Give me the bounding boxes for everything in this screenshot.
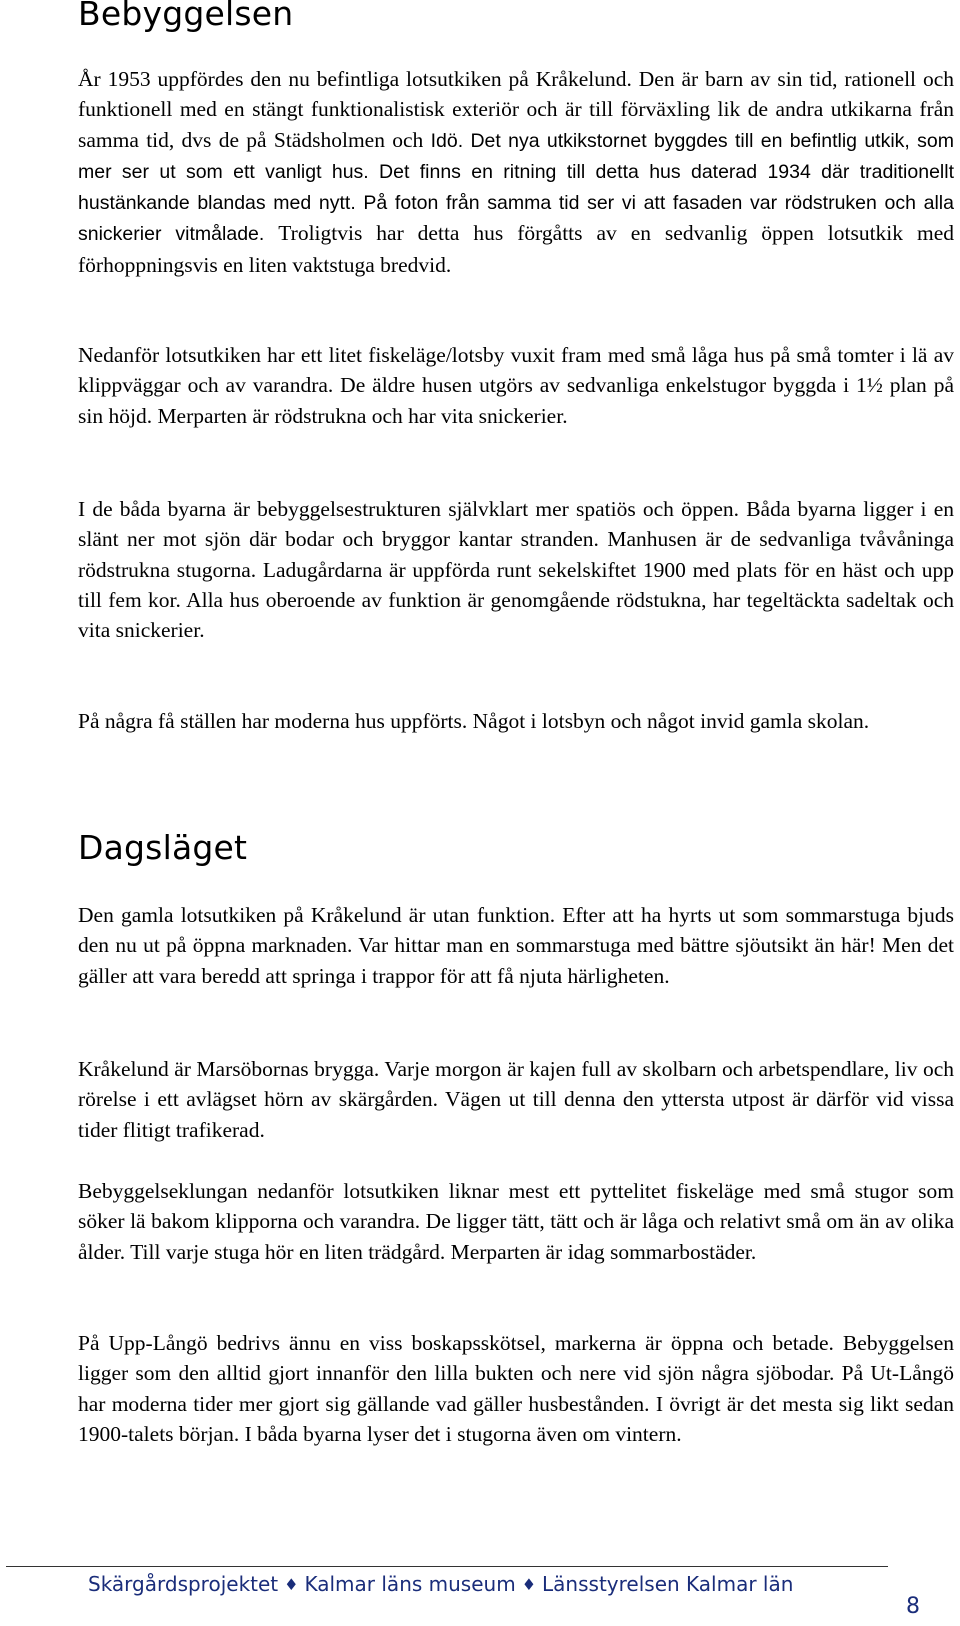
page-footer — [88, 1572, 793, 1596]
footer-item-county: Länsstyrelsen Kalmar län — [542, 1572, 794, 1596]
paragraph-text: År 1953 uppfördes den nu befintliga lotsutkiken på Kråkelund. Den är barn av sin tid, rationell och funktionell med en stängt funktionalistisk exteriör och är till förväxling lik de andra utkikarna från samma tid, dvs de på Städsholmen och — [78, 67, 954, 152]
paragraph: Nedanför lotsutkiken har ett litet fiskeläge/lotsby vuxit fram med små låga hus på små tomter i lä av klippväggar och av varandra. De äldre husen utgörs av sedvanliga enkelstugor byggda i 1½ plan på sin höjd. Merparten är rödstrukna och har vita snickerier. — [78, 343, 954, 428]
diamond-icon: ♦ — [284, 1575, 299, 1594]
paragraph: På Upp-Långö bedrivs ännu en viss boskapsskötsel, markerna är öppna och betade. Bebyggelsen ligger som den alltid gjort innanför den lilla bukten och nere vid sjön några sjöbodar. På Ut-Långö har moderna tider mer gjort sig gällande vad gäller husbestånden. I övrigt är det mesta sig likt sedan 1900-talets början. I båda byarna lyser det i stugorna även om vintern. — [78, 1331, 954, 1446]
footer-divider — [6, 1566, 888, 1567]
page-number: 8 — [906, 1594, 920, 1619]
paragraph-text: Troligtvis har detta hus förgåtts av en sedvanlig öppen lotsutkik med förhoppningsvis en liten vaktstuga bredvid. — [78, 221, 954, 277]
paragraph-text-sans: Idö. Det nya utkikstornet byggdes till en befintlig utkik, som mer ser ut som ett vanligt hus. Det finns en ritning till detta hus daterad 1934 där traditionellt hustänkande blandas med nytt. På foton från samma tid ser vi att fasaden var rödstruken och alla snickerier vitmålade. — [78, 129, 955, 246]
footer-item-project: Skärgårdsprojektet — [88, 1572, 279, 1596]
paragraph: På några få ställen har moderna hus uppförts. Något i lotsbyn och något invid gamla skolan. — [78, 709, 870, 733]
diamond-icon: ♦ — [521, 1575, 537, 1594]
paragraph: Kråkelund är Marsöbornas brygga. Varje morgon är kajen full av skolbarn och arbetspendlare, liv och rörelse i ett avlägset hörn av skärgården. Vägen ut till denna den yttersta utpost är därför vid vissa tider flitigt trafikerad. — [78, 1057, 954, 1142]
section-heading-dagslaget: Dagsläget — [78, 828, 248, 867]
paragraph — [78, 64, 954, 280]
section-heading-bebyggelsen: Bebyggelsen — [78, 0, 294, 33]
paragraph: I de båda byarna är bebyggelsestrukturen självklart mer spatiös och öppen. Båda byarna ligger i en slänt ner mot sjön där bodar och bryggor kantar stranden. Manhusen är de sedvanliga tvåvåninga rödstrukna stugorna. Ladugårdarna är uppförda runt sekelskiftet 1900 med plats för en häst och upp till fem kor. Alla hus oberoende av funktion är genomgående rödstukna, har tegeltäckta sadeltak och vita snickerier. — [78, 497, 954, 643]
paragraph: Bebyggelseklungan nedanför lotsutkiken liknar mest ett pyttelitet fiskeläge med små stugor som söker lä bakom klipporna och varandra. De ligger tätt, tätt och är låga och relativt små om än av olika ålder. Till varje stuga hör en liten trädgård. Merparten är idag sommarbostäder. — [78, 1179, 954, 1264]
paragraph: Den gamla lotsutkiken på Kråkelund är utan funktion. Efter att ha hyrts ut som sommarstuga bjuds den nu ut på öppna marknaden. Var hittar man en sommarstuga med bättre sjöutsikt än här! Men det gäller att vara beredd att springa i trappor för att få njuta härligheten. — [78, 903, 954, 988]
footer-item-museum: Kalmar läns museum — [304, 1572, 516, 1596]
